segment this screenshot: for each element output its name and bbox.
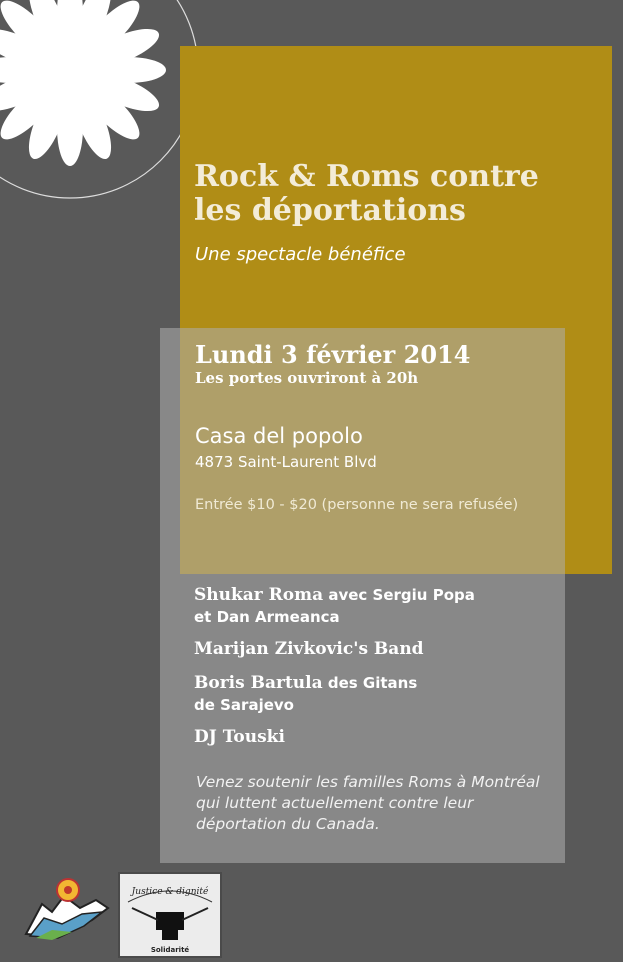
band-name: Boris Bartula	[194, 673, 323, 693]
band-name: Shukar Roma	[194, 585, 324, 605]
venue-address: 4873 Saint-Laurent Blvd	[195, 453, 377, 471]
entry-price: Entrée $10 - $20 (personne ne sera refusée)	[195, 497, 519, 513]
event-date: Lundi 3 février 2014	[195, 340, 471, 369]
band-detail: des Gitans	[322, 674, 418, 692]
call-to-action	[196, 772, 566, 835]
title-line-1: Rock & Roms contre	[194, 159, 539, 194]
band-item	[194, 726, 285, 748]
band-item	[194, 672, 417, 716]
justice-dignity-logo	[118, 872, 222, 958]
band-detail-line2: et Dan Armeanca	[194, 608, 340, 626]
band-detail: avec Sergiu Popa	[323, 586, 475, 604]
title-line-2: les déportations	[194, 193, 466, 228]
venue-name: Casa del popolo	[195, 424, 363, 448]
logo-text-2: Solidarité	[150, 946, 190, 954]
band-name: DJ Touski	[194, 727, 285, 747]
band-name: Marijan Zivkovic's Band	[194, 639, 424, 659]
cta-line-3: déportation du Canada.	[196, 815, 380, 833]
logo-text: Justice & dignité	[131, 887, 209, 897]
band-item	[194, 584, 475, 628]
band-item	[194, 638, 424, 660]
daisy-wheel-logo	[0, 0, 200, 200]
subtitle: Une spectacle bénéfice	[195, 244, 406, 265]
doors-time: Les portes ouvriront à 20h	[195, 369, 419, 387]
cta-line-1: Venez soutenir les familles Roms à Montréal	[196, 773, 540, 791]
event-title	[194, 160, 539, 228]
band-detail-line2: de Sarajevo	[194, 696, 294, 714]
mountain-sun-logo	[22, 874, 112, 944]
cta-line-2: qui luttent actuellement contre leur	[196, 794, 474, 812]
